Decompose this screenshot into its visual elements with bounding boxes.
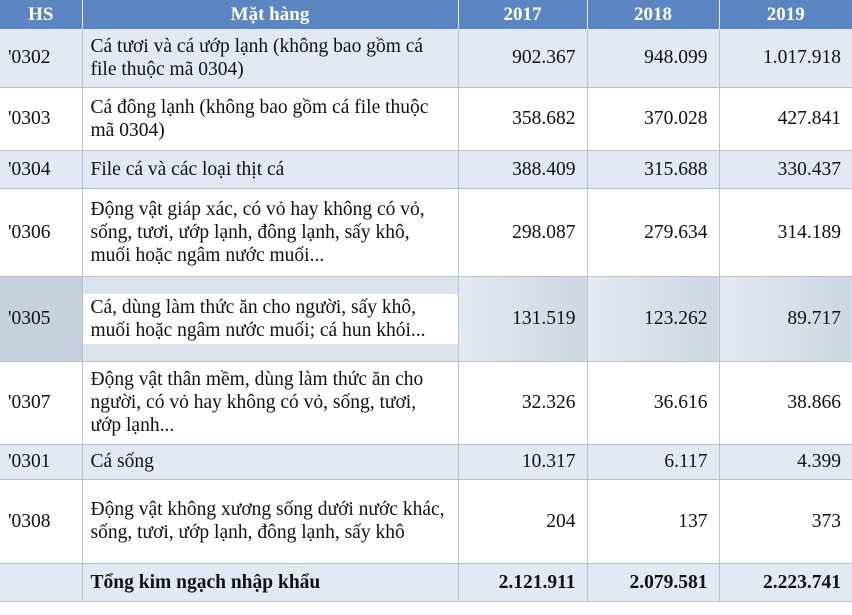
value-2017: 902.367 <box>458 29 587 87</box>
hs-code: '0303 <box>0 87 82 150</box>
value-2018: 315.688 <box>587 150 719 188</box>
header-hs: HS <box>0 0 82 29</box>
item-name: Động vật giáp xác, có vỏ hay không có vỏ, sống, tươi, ướp lạnh, đông lạnh, sấy khô, muối hoặc ngâm nước muối... <box>82 188 458 276</box>
value-2017: 388.409 <box>458 150 587 188</box>
hs-code: '0304 <box>0 150 82 188</box>
value-2018: 370.028 <box>587 87 719 150</box>
value-2017: 131.519 <box>458 276 587 361</box>
value-2017: 298.087 <box>458 188 587 276</box>
value-2019: 1.017.918 <box>719 29 852 87</box>
value-2019: 427.841 <box>719 87 852 150</box>
item-name: File cá và các loại thịt cá <box>82 150 458 188</box>
hs-code: '0305 <box>0 276 82 361</box>
header-row <box>0 0 852 29</box>
header-2018: 2018 <box>587 0 719 29</box>
item-name: Động vật thân mềm, dùng làm thức ăn cho người, có vỏ hay không có vỏ, sống, tươi, ướp lạnh... <box>82 361 458 444</box>
value-2017: 10.317 <box>458 444 587 479</box>
value-2019: 373 <box>719 479 852 563</box>
value-2018: 123.262 <box>587 276 719 361</box>
hs-code: '0306 <box>0 188 82 276</box>
value-2017: 358.682 <box>458 87 587 150</box>
item-name: Cá tươi và cá ướp lạnh (không bao gồm cá file thuộc mã 0304) <box>82 29 458 87</box>
table-row <box>0 87 852 150</box>
item-name-text: Cá, dùng làm thức ăn cho người, sấy khô, muối hoặc ngâm nước muối; cá hun khói... <box>83 294 458 344</box>
hs-code: '0301 <box>0 444 82 479</box>
value-2017: 32.326 <box>458 361 587 444</box>
table-row <box>0 29 852 87</box>
table-row <box>0 444 852 479</box>
table-row <box>0 479 852 563</box>
hs-code: '0302 <box>0 29 82 87</box>
hs-code: '0307 <box>0 361 82 444</box>
value-2019: 89.717 <box>719 276 852 361</box>
table-row <box>0 188 852 276</box>
value-2019: 4.399 <box>719 444 852 479</box>
total-hs <box>0 563 82 601</box>
table-row <box>0 276 852 361</box>
header-2019: 2019 <box>719 0 852 29</box>
value-2019: 330.437 <box>719 150 852 188</box>
value-2018: 137 <box>587 479 719 563</box>
table-row <box>0 361 852 444</box>
item-name: Cá sống <box>82 444 458 479</box>
total-2019: 2.223.741 <box>719 563 852 601</box>
value-2018: 948.099 <box>587 29 719 87</box>
total-label: Tổng kim ngạch nhập khẩu <box>82 563 458 601</box>
value-2018: 36.616 <box>587 361 719 444</box>
total-row <box>0 563 852 601</box>
hs-code: '0308 <box>0 479 82 563</box>
value-2017: 204 <box>458 479 587 563</box>
header-2017: 2017 <box>458 0 587 29</box>
value-2018: 6.117 <box>587 444 719 479</box>
value-2018: 279.634 <box>587 188 719 276</box>
item-name <box>82 276 458 361</box>
item-name: Cá đông lạnh (không bao gồm cá file thuộc mã 0304) <box>82 87 458 150</box>
value-2019: 314.189 <box>719 188 852 276</box>
item-name: Động vật không xương sống dưới nước khác, sống, tươi, ướp lạnh, đông lạnh, sấy khô <box>82 479 458 563</box>
table-row <box>0 150 852 188</box>
value-2019: 38.866 <box>719 361 852 444</box>
header-item: Mặt hàng <box>82 0 458 29</box>
total-2017: 2.121.911 <box>458 563 587 601</box>
total-2018: 2.079.581 <box>587 563 719 601</box>
